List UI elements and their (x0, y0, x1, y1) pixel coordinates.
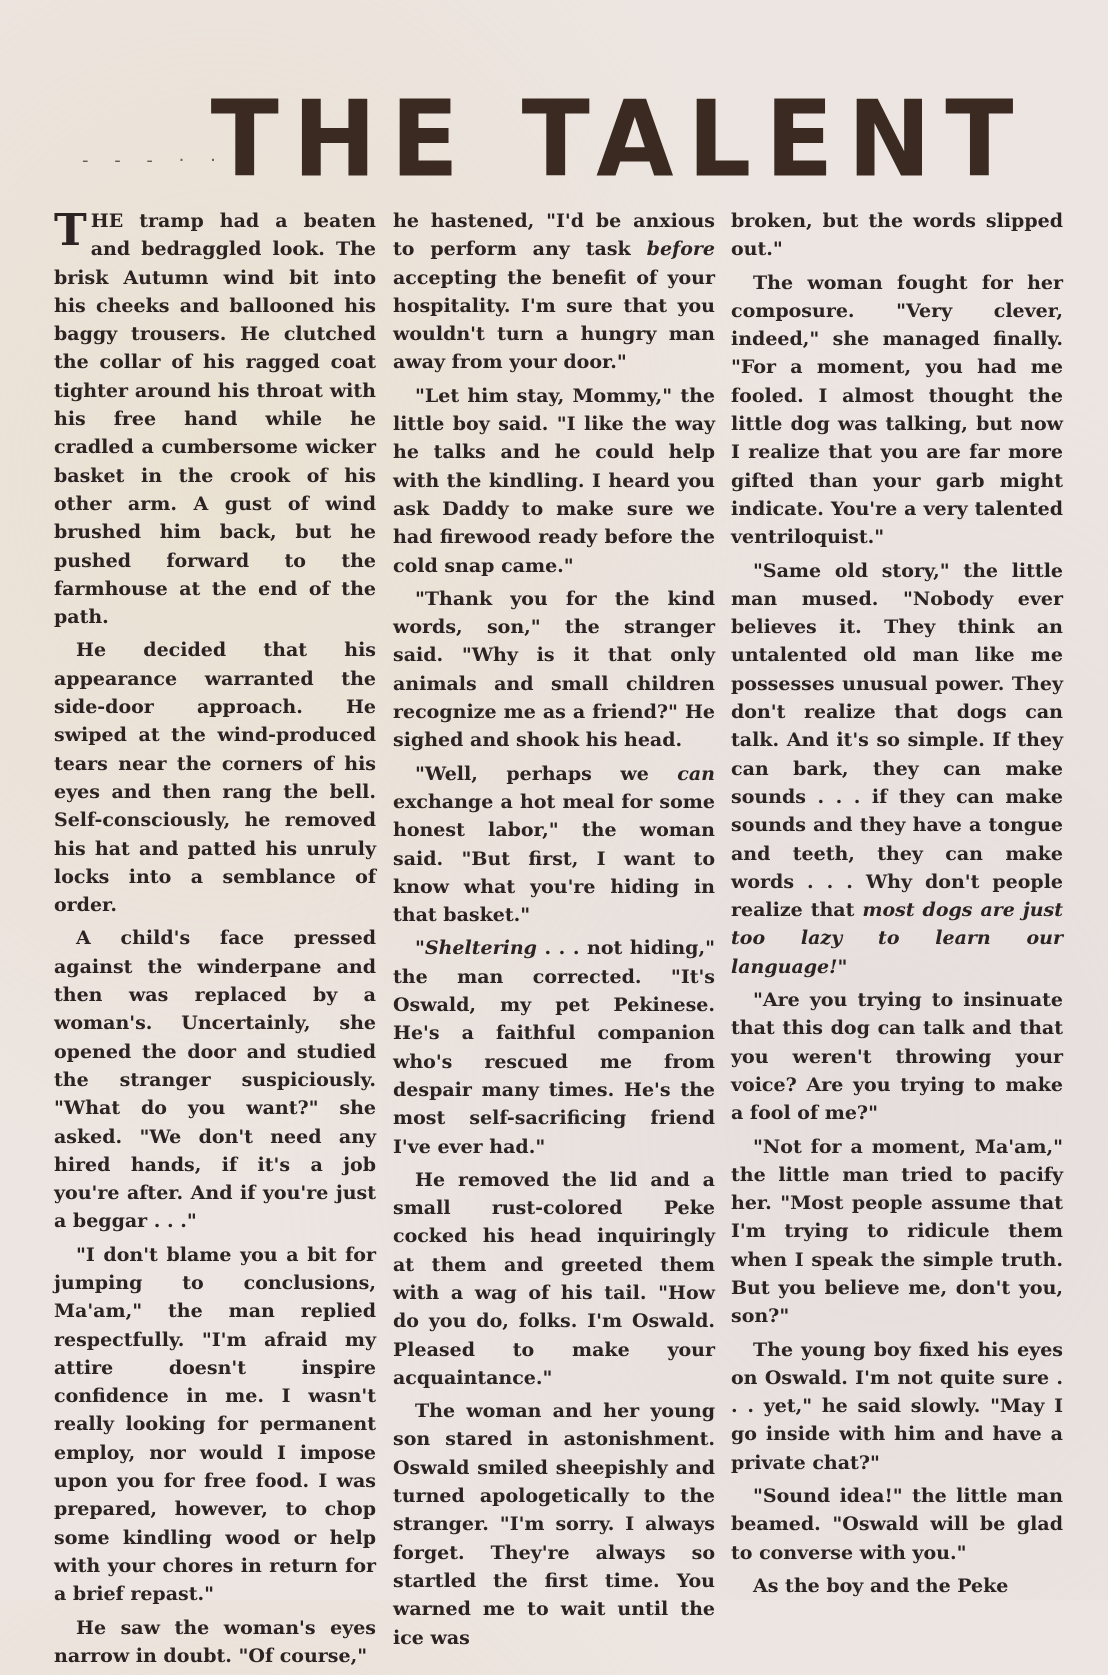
drop-cap: T (54, 205, 87, 256)
text-column-3 (731, 207, 1063, 1605)
paragraph (393, 934, 715, 1160)
paragraph: "Are you trying to insinuate that this dog can talk and that you weren't throwing your voice? Are you trying to make a fool of me?" (731, 989, 1063, 1125)
paragraph: "Not for a moment, Ma'am," the little man tried to pacify her. "Most people assume that I'm trying to ridicule them when I speak the simple truth. But you believe me, don't you, son?" (731, 1135, 1063, 1328)
text-run: "Well, perhaps we (415, 762, 678, 785)
paragraph: The woman fought for her composure. "Very clever, indeed," she managed finally. "For a moment, you had me fooled. I almost thought the little dog was talking, but now I realize that you are far more gifted than your garb might indicate. You're a very talented ventriloquist." (731, 271, 1063, 549)
emphasis-text: "Sheltering (415, 937, 537, 960)
paragraph: "Thank you for the kind words, son," the stranger said. "Why is it that only animals and small children recognize me as a friend?" He sighed and shook his head. (393, 587, 715, 752)
paragraph: The woman and her young son stared in astonishment. Oswald smiled sheepishly and turned apologetically to the stranger. "I'm sorry. I always forget. They're always so startled the first time. You warned me to wait until the ice was (393, 1400, 715, 1649)
emphasis-text: most dogs are just too lazy to learn our language!" (731, 899, 1063, 978)
text-run: accepting the benefit of your hospitality. I'm sure that you wouldn't turn a hungry man away from your door." (393, 266, 715, 374)
text-run: "Same old story," the little man mused. "Nobody ever believes it. They think an untalented old man like me possesses unusual power. They don't realize that dogs can talk. And it's so simple. If they can bark, they can make sounds . . . if they can make sounds and they have a tongue and teeth, they can make words . . . Why don't people realize that (731, 559, 1063, 922)
text-run: . . . not hiding," the man corrected. "It's Oswald, my pet Pekinese. He's a faithful companion who's rescued me from despair many times. He's the most self-sacrificing friend I've ever had." (393, 937, 715, 1158)
text-run: he hastened, "I'd be anxious to perform any task (393, 210, 715, 261)
paragraph: The young boy fixed his eyes on Oswald. I'm not quite sure . . . yet," he said slowly. "May I go inside with him and have a private chat?" (731, 1338, 1063, 1474)
paragraph: He removed the lid and a small rust-colored Peke cocked his head inquiringly at them and greeted them with a wag of his tail. "How do you do, folks. I'm Oswald. Pleased to make your acquaintance." (393, 1168, 715, 1389)
emphasis-text: can (677, 762, 715, 785)
paragraph: He decided that his appearance warranted the side-door approach. He swiped at the wind-produced tears near the corners of his eyes and then rang the bell. Self-consciously, he removed his hat and patted his unruly locks into a semblance of order. (54, 639, 376, 917)
paragraph: "Sound idea!" the little man beamed. "Oswald will be glad to converse with you." (731, 1485, 1063, 1564)
paragraph (54, 207, 376, 631)
paragraph: "Let him stay, Mommy," the little boy said. "I like the way he talks and he could help with the kindling. I heard you ask Daddy to make sure we had firewood ready before the cold snap came." (393, 384, 715, 577)
paragraph (393, 207, 715, 377)
text-run: exchange a hot meal for some honest labor," the woman said. "But first, I want to know what you're hiding in that basket." (393, 790, 715, 927)
paragraph: "I don't blame you a bit for jumping to conclusions, Ma'am," the man replied respectfully. "I'm afraid my attire doesn't inspire confidence in me. I wasn't really looking for permanent employ, nor would I impose upon you for free food. I was prepared, however, to chop some kindling wood or help with your chores in return for a brief repast." (54, 1243, 376, 1606)
text-column-2 (393, 207, 715, 1657)
paragraph (393, 760, 715, 930)
text-column-1 (54, 207, 376, 1675)
paragraph-text: HE tramp had a beaten and bedraggled look. The brisk Autumn wind bit into his cheeks and ballooned his baggy trousers. He clutched the collar of his ragged coat tighter around his throat with his free hand while he cradled a cumbersome wicker basket in the crook of his other arm. A gust of wind brushed him back, but he pushed forward to the farmhouse at the end of the path. (54, 210, 376, 629)
emphasis-text: before (646, 238, 715, 261)
paragraph: He saw the woman's eyes narrow in doubt. "Of course," (54, 1616, 376, 1667)
story-title: THE TALENT (210, 77, 1028, 201)
paragraph (731, 557, 1063, 981)
title-ornament: - - - · · (82, 150, 226, 171)
paragraph: As the boy and the Peke (753, 1574, 1009, 1597)
paragraph: A child's face pressed against the winderpane and then was replaced by a woman's. Uncertainly, she opened the door and studied the stranger suspiciously. "What do you want?" she asked. "We don't need any hired hands, if it's a job you're after. And if you're just a beggar . . ." (54, 927, 376, 1233)
paragraph: broken, but the words slipped out." (731, 210, 1063, 261)
